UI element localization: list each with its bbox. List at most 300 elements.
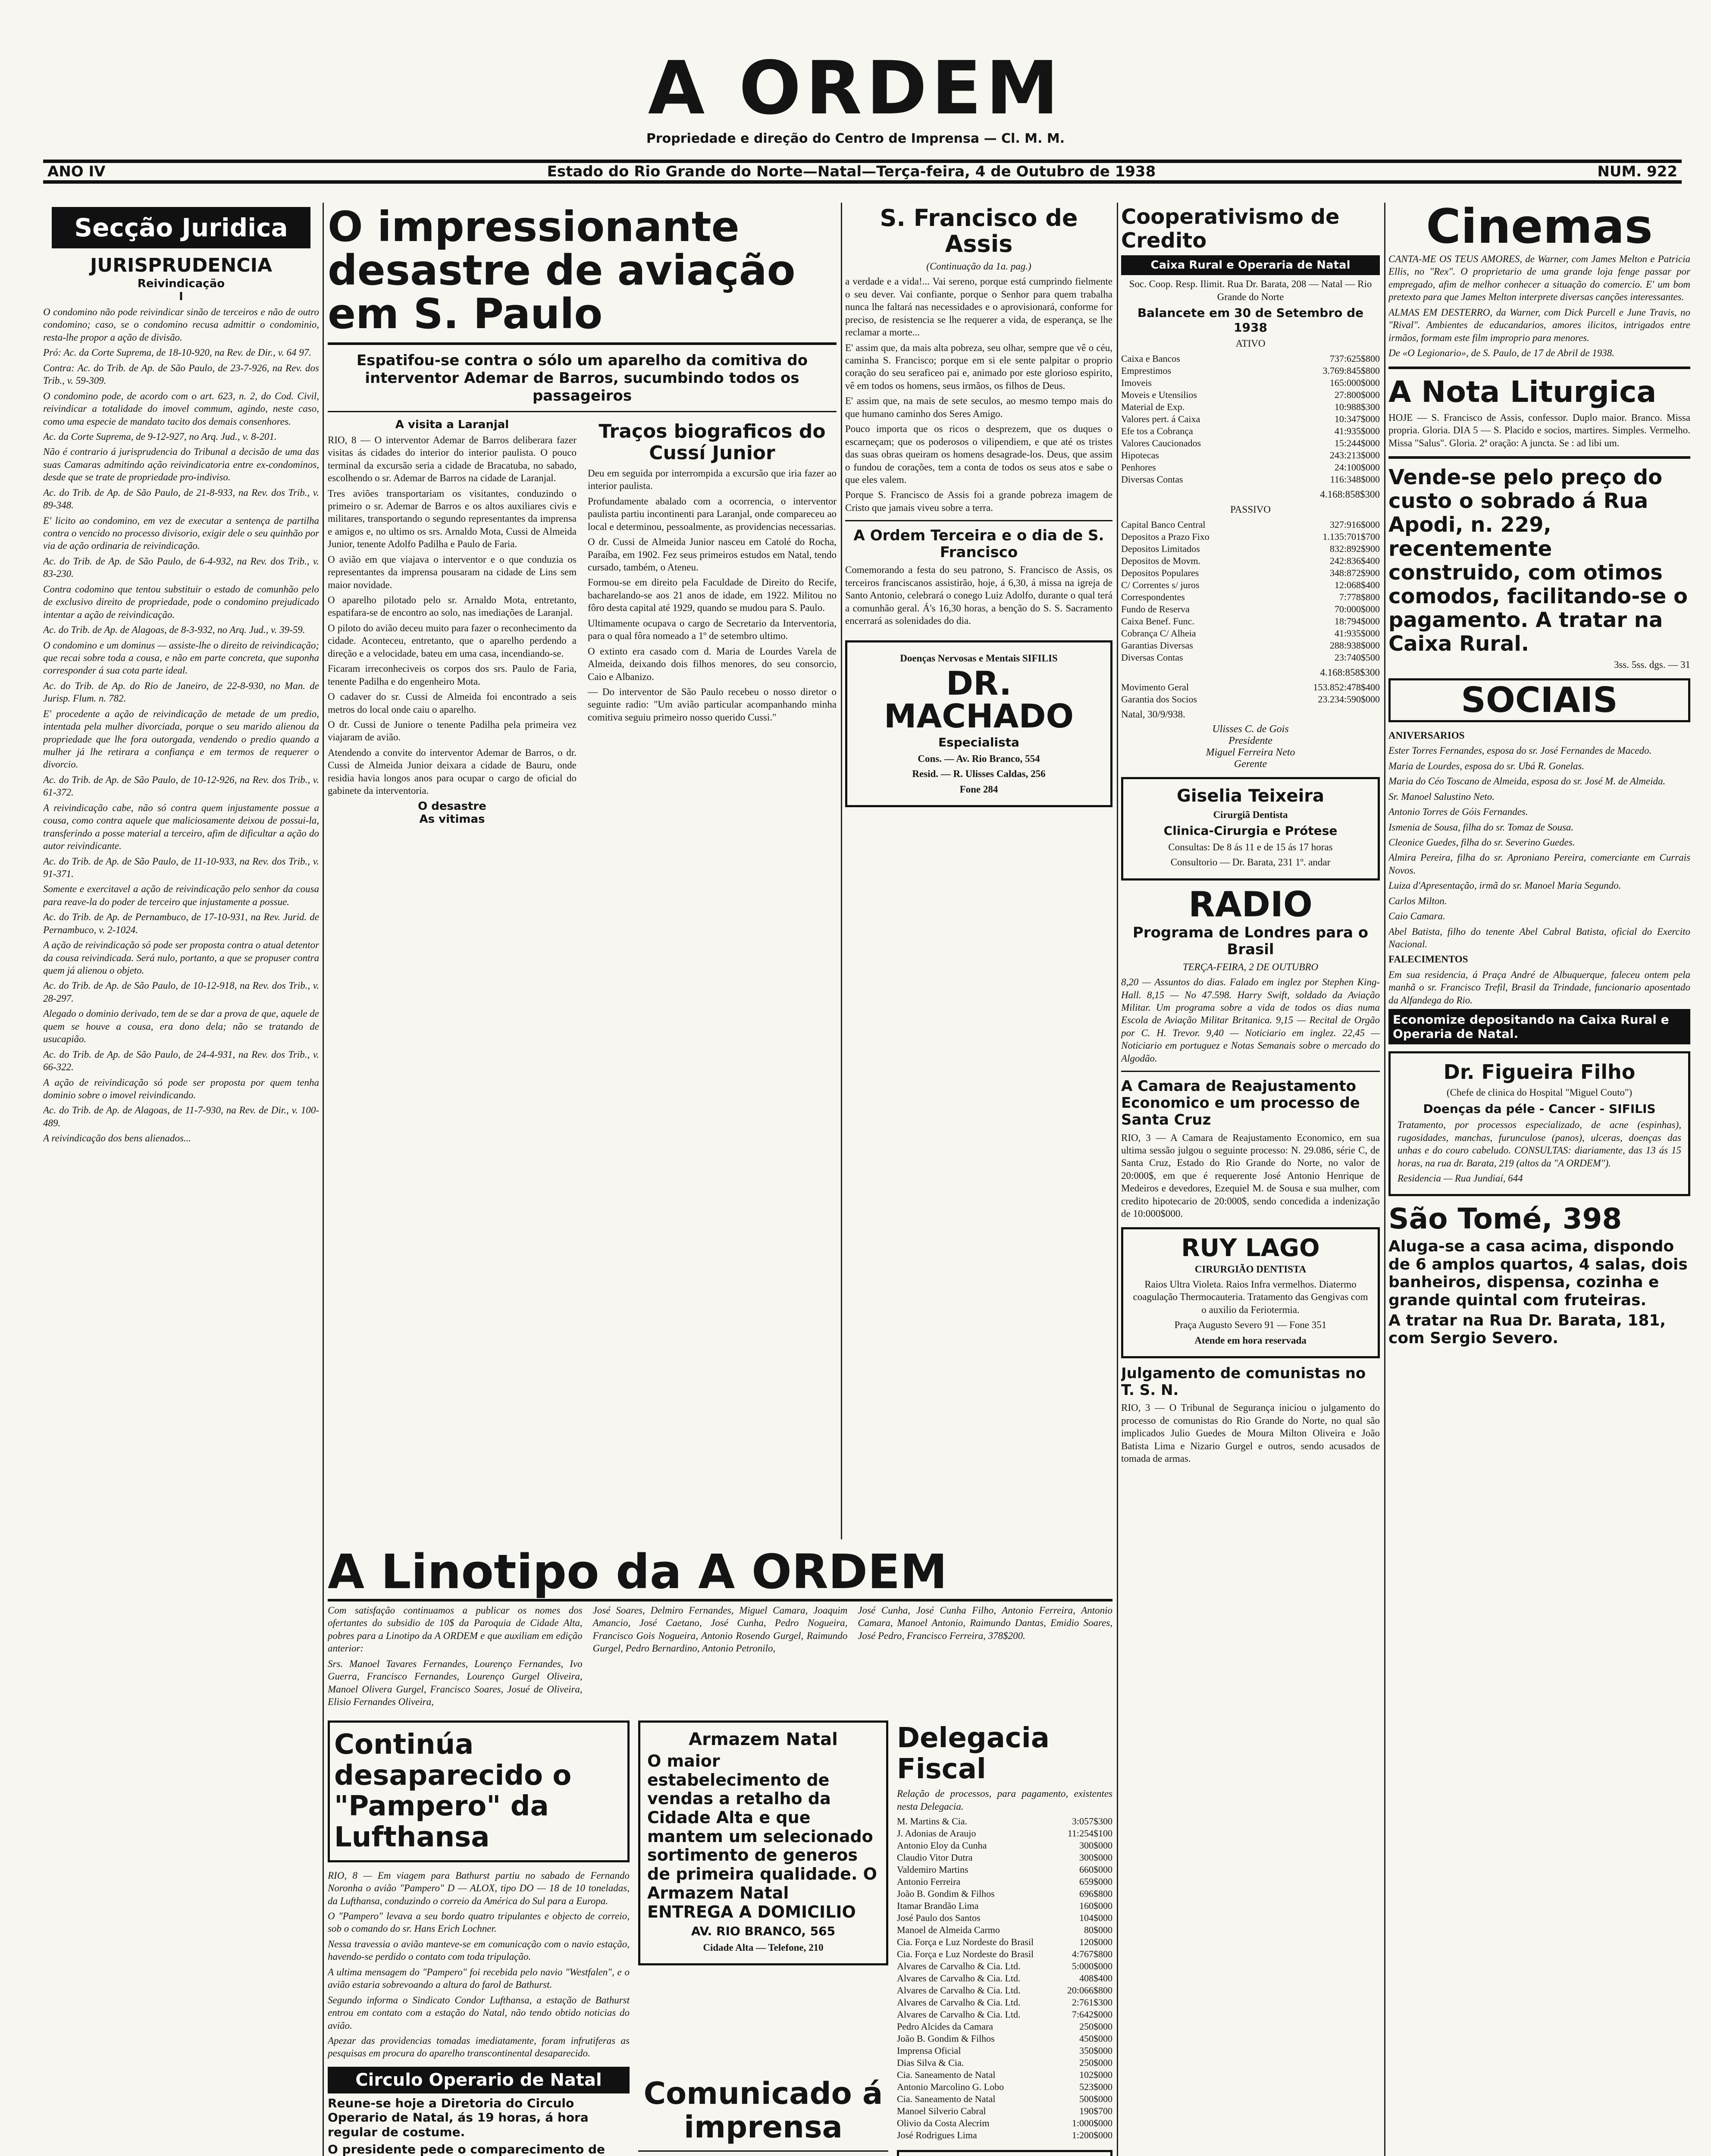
liturgica-headline: A Nota Liturgica xyxy=(1388,375,1657,409)
falecimentos-text: Em sua residencia, á Praça André de Albuquerque, faleceu ontem pela manhã o sr. Francisco Trefil, Brasil da Trindade, funcionario aposentado da Alfandega do Rio. xyxy=(1388,969,1690,1006)
row-label: José Rodrigues Lima xyxy=(897,2130,977,2141)
row-value: 70:000$000 xyxy=(1334,603,1380,614)
row-label: Depositos Populares xyxy=(1121,567,1199,578)
row-value: 190$700 xyxy=(1079,2106,1112,2117)
row-value: 660$000 xyxy=(1079,1864,1112,1875)
delegacia-fiscal xyxy=(897,1720,1112,2156)
julgamento-headline: Julgamento de comunistas no T. S. N. xyxy=(1121,1365,1366,1399)
machado-role: Especialista xyxy=(938,735,1020,750)
row-label: Claudio Vitor Dutra xyxy=(897,1852,973,1863)
machado-cons: Cons. — Av. Rio Branco, 554 xyxy=(918,753,1040,764)
paragraph: Não é contrario á jurisprudencia do Tribunal a decisão de uma das suas Camaras admitindo ação reivindicatoria entre ex-condominos, desde que se trate de propriedade pro-indiviso. xyxy=(43,446,319,483)
machado-resid: Resid. — R. Ulisses Caldas, 256 xyxy=(912,768,1046,780)
table-row xyxy=(1121,567,1380,579)
ordem-terceira-headline: A Ordem Terceira e o dia de S. Francisco xyxy=(853,527,1104,561)
issue-number: NUM. 922 xyxy=(1597,163,1677,180)
row-value: 450$000 xyxy=(1079,2033,1112,2044)
row-label: J. Adonias de Araujo xyxy=(897,1828,976,1839)
camara-headline: A Camara de Reajustamento Economico e um processo de Santa Cruz xyxy=(1121,1078,1360,1129)
lead-deck: Espatifou-se contra o sólo um aparelho da comitiva do interventor Ademar de Barros, sucumbindo todos os passageiros xyxy=(356,352,808,404)
ad-armazem-natal xyxy=(638,1720,888,2065)
table-row xyxy=(897,2117,1112,2129)
row-value: 116:348$000 xyxy=(1330,473,1380,485)
row-value: 696$800 xyxy=(1079,1888,1112,1899)
table-row xyxy=(1121,519,1380,531)
row-value: 18:794$000 xyxy=(1334,615,1380,627)
balance-title: Balancete em 30 de Setembro de 1938 xyxy=(1137,306,1364,335)
paragraph: Carlos Milton. xyxy=(1388,895,1447,906)
table-row xyxy=(897,2057,1112,2069)
figueira-spec: Doenças da péle - Cancer - SIFILIS xyxy=(1423,1101,1656,1116)
date-text: Estado do Rio Grande do Norte—Natal—Terça-feira, 4 de Outubro de 1938 xyxy=(547,163,1156,180)
lead-headline: O impressionante desastre de aviação em S. Paulo xyxy=(328,203,796,338)
row-value: 737:625$800 xyxy=(1329,353,1380,364)
francisco-headline: S. Francisco de Assis xyxy=(880,204,1078,258)
paragraph: O extinto era casado com d. Maria de Lourdes Varela de Almeida, deixando dois filhos menores, do seu consorcio, Caio e Albanizo. xyxy=(588,646,837,682)
linotipo-campaign xyxy=(328,1548,1112,1712)
circulo-headline: Circulo Operario de Natal xyxy=(328,2067,630,2093)
table-row xyxy=(1121,377,1380,389)
armazem-text: O maior estabelecimento de vendas a retalho da Cidade Alta e que mantem um selecionado sortimento de generos de primeira qualidade. O Armazem Natal ENTREGA A DOMICILIO xyxy=(647,1752,877,1921)
row-value: 20:066$800 xyxy=(1067,1985,1112,1996)
row-value: 41:935$000 xyxy=(1334,425,1380,436)
story-sao-francisco xyxy=(845,203,1112,1548)
row-label: Diversas Contas xyxy=(1121,652,1183,663)
row-label: Alvares de Carvalho & Cia. Ltd. xyxy=(897,1973,1021,1984)
paragraph: Segundo informa o Sindicato Condor Lufthansa, a estação de Bathurst entrou em contato com a estação do Natal, não tendo obtido noticias do avião. xyxy=(328,1994,630,2031)
row-label: Cobrança C/ Alheia xyxy=(1121,627,1196,639)
row-value: 1:200$000 xyxy=(1072,2130,1112,2141)
cinemas-text: CANTA-ME OS TEUS AMORES, de Warner, com James Melton e Patricia Ellis, no "Rex". O proprietario de uma grande loja fenge passar por empregado, afim de melhor conhecer a situação do comercio. E' um bom pretexto para que James Melton interprete diversas canções interessantes. xyxy=(1388,254,1690,303)
paragraph: Contra codomino que tentou substituir o estado de comunhão pelo de exclusivo direito de propriedade, pode o condomino prejudicado intentar a ação de reivindicação. xyxy=(43,583,319,620)
row-label: Cia. Força e Luz Nordeste do Brasil xyxy=(897,1949,1034,1960)
armazem-head: Armazem Natal xyxy=(689,1730,838,1749)
lead-left-paragraphs xyxy=(328,434,577,797)
row-value: 23:740$500 xyxy=(1334,652,1380,663)
figueira-sub: (Chefe de clinica do Hospital "Miguel Couto") xyxy=(1446,1087,1633,1098)
paragraph: Ac. da Corte Suprema, de 9-12-927, no Arq. Jud., v. 8-201. xyxy=(43,431,277,442)
table-row xyxy=(1121,603,1380,615)
dateline xyxy=(43,160,1682,184)
paragraph: Ac. do Trib. de Ap. de São Paulo, de 11-10-933, na Rev. dos Trib., v. 91-371. xyxy=(43,856,319,879)
radio-date: TERÇA-FEIRA, 2 DE OUTUBRO xyxy=(1182,961,1319,972)
radio-headline: RADIO xyxy=(1188,884,1313,924)
row-label: Valdemiro Martins xyxy=(897,1864,968,1875)
row-label: Cia. Saneamento de Natal xyxy=(897,2069,996,2081)
table-row xyxy=(897,2021,1112,2033)
table-row xyxy=(1121,627,1380,639)
row-label: Cia. Força e Luz Nordeste do Brasil xyxy=(897,1937,1034,1948)
row-value: 165:000$000 xyxy=(1329,377,1380,388)
ordem-terceira-text: Comemorando a festa do seu patrono, S. Francisco de Assis, os terceiros franciscanos assistirão, hoje, á 6,30, á missa na igreja de Santo Antonio, celebrará o conego Luiz Adolfo, durante o qual terá a comunhão geral. Á's 16,30 horas, a benção do S. S. Sacramento encerrará as solenidades do dia. xyxy=(845,564,1112,627)
table-row xyxy=(897,1984,1112,1996)
table-row xyxy=(1121,449,1380,461)
section-subhead: JURISPRUDENCIA xyxy=(90,254,273,276)
paragraph: Ac. do Trib. de Ap. de São Paulo, de 10-12-926, na Rev. dos Trib., v. 61-372. xyxy=(43,774,319,798)
row-label: Manoel de Almeida Carmo xyxy=(897,1924,1000,1936)
row-label: Moveis e Utensilios xyxy=(1121,389,1197,400)
table-row xyxy=(897,1888,1112,1900)
paragraph: Ac. do Trib. de Ap. do Rio de Janeiro, de 22-8-930, no Man. de Jurisp. Flum. n. 782. xyxy=(43,680,319,704)
pampero-headline: Continúa desaparecido o "Pampero" da Lufthansa xyxy=(334,1729,572,1854)
paragraph: O dr. Cussi de Almeida Junior nasceu em Catolé do Rocha, Paraíba, em 1902. Fez seus primeiros estudos em Natal, tendo cursado, também, o Ateneu. xyxy=(588,536,837,573)
paragraph: O aparelho pilotado pelo sr. Arnaldo Mota, entretanto, espatifara-se de encontro ao solo, nas imediações de Laranjal. xyxy=(328,595,577,618)
table-row xyxy=(1121,389,1380,401)
row-label: Hipotecas xyxy=(1121,449,1159,461)
row-label: Fundo de Reserva xyxy=(1121,603,1190,614)
row-label: Emprestimos xyxy=(1121,365,1172,376)
sociais-headline: SOCIAIS xyxy=(1461,680,1618,720)
machado-top: Doenças Nervosas e Mentais SIFILIS xyxy=(900,652,1058,664)
table-row xyxy=(897,1972,1112,1984)
radio-subhead: Programa de Londres para o Brasil xyxy=(1132,924,1369,958)
row-value: 288:938$000 xyxy=(1329,639,1380,651)
machado-fone: Fone 284 xyxy=(959,783,998,795)
table-row xyxy=(1121,473,1380,486)
figueira-residence: Residencia — Rua Jundiaí, 644 xyxy=(1398,1173,1523,1184)
julgamento-text: RIO, 3 — O Tribunal de Segurança iniciou o julgamento do processo de comunistas do Rio Grande do Norte, no qual são implicados Julio Guedes de Moura Milton Oliveira e João Batista Lima e Nizario Gurgel e outros, sendo acusados de tomada de armas. xyxy=(1121,1402,1380,1464)
table-row xyxy=(1121,353,1380,365)
paragraph: RIO, 8 — O interventor Ademar de Barros deliberara fazer visitas ás cidades do interior do interior paulista. O pouco terminal da excursão seria a cidade de Bracatuba, no sabado, escolhendo o sr. Ademar de Barros na cidade de Laranjal. xyxy=(328,434,577,484)
paragraph: Ac. do Trib. de Ap. de Pernambuco, de 17-10-931, na Rev. Jurid. de Pernambuco, v. 2-1024. xyxy=(43,912,319,935)
table-row xyxy=(897,1815,1112,1827)
saotome-text: Aluga-se a casa acima, dispondo de 6 amplos quartos, 4 salas, dois banheiros, dispensa, cozinha e grande quintal com fruteiras. xyxy=(1388,1238,1688,1309)
row-value: 1.135:701$700 xyxy=(1322,531,1380,542)
signature-1-role: Presidente xyxy=(1228,735,1272,746)
paragraph: A ultima mensagem do "Pampero" foi recebida pelo navio "Westfalen", e o avião estaria sobrevoando a altura do farol de Bathurst. xyxy=(328,1966,630,1990)
paragraph: Formou-se em direito pela Faculdade de Direito do Recife, bacharelando-se aos 21 anos de idade, em 1922. Militou no fôro desta capital até 1929, quando se mudou para S. Paulo. xyxy=(588,577,837,614)
row-label: João B. Gondim & Filhos xyxy=(897,2033,995,2044)
ad-figueira xyxy=(1388,1051,1690,1196)
paragraph: Tres aviões transportariam os visitantes, conduzindo o primeiro o sr. Ademar de Barros e os altos auxiliares civis e militares, transportando o segundo representantes da imprensa e amigos e, no ultimo os srs. Arnaldo Mota, Cussi de Almeida Junior, tenente Adolfo Padilha e Paulo de Faria. xyxy=(328,488,577,550)
paragraph: Ac. do Trib. de Ap. de São Paulo, de 21-8-933, na Rev. dos Trib., v. 89-348. xyxy=(43,487,319,511)
armazem-phone: Cidade Alta — Telefone, 210 xyxy=(703,1942,824,1953)
year-label: ANO IV xyxy=(47,163,106,180)
linotipo-names-right: José Cunha, José Cunha Filho, Antonio Ferreira, Antonio Camara, Manoel Antonio, Raimundo Dantas, Emidio Soares, José Pedro, Francisco Ferreira, 378$200. xyxy=(858,1605,1112,1641)
vende-se-ad: Vende-se pelo preço do custo o sobrado á Rua Apodi, n. 229, recentemente construido, com otimos comodos, facilitando-se o pagamento. A tratar na Caixa Rural. xyxy=(1388,465,1688,656)
table-row xyxy=(897,2009,1112,2021)
pampero-paragraphs xyxy=(328,1869,630,2060)
row-value: 659$000 xyxy=(1079,1876,1112,1887)
falecimentos-label: FALECIMENTOS xyxy=(1388,954,1468,965)
row-label: Alvares de Carvalho & Cia. Ltd. xyxy=(897,2009,1021,2020)
row-value: 24:100$000 xyxy=(1334,461,1380,473)
aniversarios-label: ANIVERSARIOS xyxy=(1388,730,1465,741)
table-row xyxy=(1121,693,1380,705)
row-label: Caixa e Bancos xyxy=(1121,353,1180,364)
row-value: 300$000 xyxy=(1079,1840,1112,1851)
paragraph: Ismenia de Sousa, filha do sr. Tomaz de Sousa. xyxy=(1388,821,1574,833)
table-row xyxy=(897,2093,1112,2105)
table-row xyxy=(1121,555,1380,567)
row-label: Cia. Saneamento de Natal xyxy=(897,2093,996,2105)
table-row xyxy=(897,2045,1112,2057)
paragraph: Contra: Ac. do Trib. de Ap. de São Paulo, de 23-7-926, na Rev. dos Trib., v. 59-309. xyxy=(43,362,319,386)
linotipo-headline: A Linotipo da A ORDEM xyxy=(328,1548,1112,1601)
giselia-spec: Clinica-Cirurgia e Prótese xyxy=(1163,824,1338,838)
lead-right-paragraphs xyxy=(588,467,837,724)
row-label: Movimento Geral xyxy=(1121,682,1189,693)
circulo-text: Reune-se hoje a Diretoria do Circulo Operario de Natal, ás 19 horas, á hora regular de costume. xyxy=(328,2096,589,2139)
table-row xyxy=(1121,543,1380,555)
sociais-list xyxy=(1388,744,1690,950)
paragraph: E' assim que, da mais alta pobreza, seu olhar, sempre que vê o céu, caminha S. Francisco; porque em si ele sente palpitar o proprio coração do seu seraficeo pai e, animado por este glorioso espirito, vê em todos os homens, seus irmãos, os filhos de Deus. xyxy=(845,342,1112,391)
table-row xyxy=(897,1936,1112,1948)
masthead xyxy=(0,46,1711,146)
row-value: 102$000 xyxy=(1079,2069,1112,2081)
ruy-note: Atende em hora reservada xyxy=(1194,1335,1307,1346)
figueira-name: Dr. Figueira Filho xyxy=(1443,1060,1636,1084)
cinemas-credit: De «O Legionario», de S. Paulo, de 17 de Abril de 1938. xyxy=(1388,348,1615,359)
paragraph: Profundamente abalado com a ocorrencia, o interventor paulista partiu incontinenti para Laranjal, onde compareceu ao local e determinou, pessoalmente, as providencias necessarias. xyxy=(588,495,837,532)
column-right xyxy=(1388,203,1690,2156)
coop-subhead-2: Soc. Coop. Resp. Ilimit. Rua Dr. Barata, 208 — Natal — Rio Grande do Norte xyxy=(1129,279,1372,302)
linotipo-names-mid: José Soares, Delmiro Fernandes, Miguel Camara, Joaquim Amancio, José Caetano, José Cunha, Pedro Nogueira, Francisco Gois Nogueira, Antonio Rosendo Gurgel, Raimundo Gurgel, Pedro Bernardino, Antonio Petronilo, xyxy=(592,1605,848,1654)
paragraph: O piloto do avião deceu muito para fazer o reconhecimento da cidade. Aconteceu, entretanto, que o aparelho perdendo a direção e a velocidade, bateu em uma casa, incendiando-se. xyxy=(328,622,577,659)
row-label: Penhores xyxy=(1121,461,1156,473)
masthead-subtitle: Propriedade e direção do Centro de Imprensa — Cl. M. M. xyxy=(646,131,1065,146)
column-rule xyxy=(841,203,842,1539)
paragraph: Sr. Manoel Salustino Neto. xyxy=(1388,791,1495,802)
table-row xyxy=(897,1839,1112,1852)
passivo-table xyxy=(1121,519,1380,664)
row-label: Antonio Marcolino G. Lobo xyxy=(897,2081,1004,2093)
row-label: Olivio da Costa Alecrim xyxy=(897,2118,990,2129)
row-value: 243:213$000 xyxy=(1329,449,1380,461)
row-value: 3.769:845$800 xyxy=(1322,365,1380,376)
radio-text: 8,20 — Assuntos do dias. Falado em inglez por Stephen King-Hall. 8,15 — No 47.598. Harry Swift, soldado da Aviação Militar. Um programa sobre a vida de todos os dias numa Escola de Aviação Militar Britanica. 9,15 — Recital de Orgão por C. H. Trevor. 9,40 — Noticiario em inglez. 22,45 — Noticiario em portuguez e Notas Semanais sobre o mercado do Algodão. xyxy=(1121,977,1380,1064)
ruy-name: RUY LAGO xyxy=(1181,1234,1320,1262)
paragraph: Luiza d'Apresentação, irmã do sr. Manoel Maria Segundo. xyxy=(1388,880,1621,891)
paragraph: Pouco importa que os ricos o desprezem, que os duques o escarneçam; que os poderosos o vilipendiem, e que até os tristes das suas obras queiram os homens desagrade-los. Deus, que assim o fundou de corações, tem a conta de todos os seus atos e sabe o que eles valem. xyxy=(845,423,1112,485)
row-label: Imprensa Oficial xyxy=(897,2045,961,2056)
paragraph: Ester Torres Fernandes, esposa do sr. José Fernandes de Macedo. xyxy=(1388,745,1652,756)
table-row xyxy=(897,1948,1112,1960)
row-value: 160$000 xyxy=(1079,1900,1112,1912)
row-label: Diversas Contas xyxy=(1121,473,1183,485)
natal-date: Natal, 30/9/938. xyxy=(1121,709,1185,720)
paragraph: A ação de reivindicação só pode ser proposta contra o atual detentor da cousa reivindicada. Será nulo, portanto, a que se propuser contra quem já alienou o objeto. xyxy=(43,940,319,976)
table-row xyxy=(1121,531,1380,543)
row-value: 5:000$000 xyxy=(1072,1961,1112,1972)
paragraph: RIO, 8 — Em viagem para Bathurst partiu no sabado de Fernando Noronha o avião "Pampero" D — ALOX, tipo DO — 18 de 10 toneladas, da Lufthansa, conduzindo o correio da América do Sul para a Europa. xyxy=(328,1870,630,1906)
row-value: 3:057$300 xyxy=(1072,1816,1112,1827)
table-row xyxy=(897,2129,1112,2141)
paragraph: Caio Camara. xyxy=(1388,911,1445,922)
table-row xyxy=(1121,461,1380,473)
table-row xyxy=(1121,401,1380,413)
row-value: 80$000 xyxy=(1084,1924,1112,1936)
ad-dr-machado xyxy=(845,640,1112,807)
row-value: 4:767$800 xyxy=(1072,1949,1112,1960)
paragraph: Ficaram irreconheciveis os corpos dos srs. Paulo de Faria, tenente Padilha e do engenheiro Mota. xyxy=(328,663,577,687)
row-value: 327:916$000 xyxy=(1329,519,1380,530)
row-label: Alvares de Carvalho & Cia. Ltd. xyxy=(897,1961,1021,1972)
table-row xyxy=(897,2081,1112,2093)
paragraph: Maria de Lourdes, esposa do sr. Ubá R. Gonelas. xyxy=(1388,760,1585,771)
row-value: 2:761$300 xyxy=(1072,1997,1112,2008)
paragraph: Apezar das providencias tomadas imediatamente, foram infrutiferas as pesquisas em procura do aparelho transcontinental desaparecido. xyxy=(328,2035,630,2059)
table-row xyxy=(1121,591,1380,603)
row-label: M. Martins & Cia. xyxy=(897,1816,968,1827)
table-row xyxy=(897,1996,1112,2009)
table-row xyxy=(897,2069,1112,2081)
row-label: Depositos a Prazo Fixo xyxy=(1121,531,1210,542)
figueira-text: Tratamento, por processos especializado, de acne (espinhas), rugosidades, manchas, furunculose (panos), ulceras, doenças das unhas e do couro cabeludo. CONSULTAS: diariamente, das 13 ás 15 horas, na rua dr. Barata, 219 (altos da "A ORDEM"). xyxy=(1398,1119,1681,1169)
column-cooperativismo xyxy=(1121,203,1380,2156)
passivo-total: 4.168:858$300 xyxy=(1320,667,1380,678)
delegacia-table xyxy=(897,1815,1112,2141)
lead-story xyxy=(328,203,837,1548)
story-pampero xyxy=(328,1720,630,2156)
row-value: 1:000$000 xyxy=(1072,2118,1112,2129)
cinemas-headline: Cinemas xyxy=(1426,203,1653,254)
row-label: João B. Gondim & Filhos xyxy=(897,1888,995,1899)
column-rule xyxy=(323,203,324,2156)
subhead-visita: A visita a Laranjal xyxy=(395,418,509,431)
linotipo-intro: Com satisfação continuamos a publicar os nomes dos ofertantes do subsidio de 10$ da Paroquia de Cidade Alta, pobres para a Linotipo da A ORDEM e que auxiliam em edição anterior: xyxy=(328,1605,583,1654)
row-value: 10:988$300 xyxy=(1334,401,1380,412)
coop-subhead: Caixa Rural e Operaria de Natal xyxy=(1121,255,1380,275)
row-label: Manoel Silverio Cabral xyxy=(897,2106,986,2117)
row-label: Garantia dos Socios xyxy=(1121,694,1197,705)
ativo-table xyxy=(1121,353,1380,486)
paragraph: Atendendo a convite do interventor Ademar de Barros, o dr. Cussi de Almeida Junior deixara a cidade de Bauru, onde residia havia longos anos para ocupar o cargo de oficial do gabinete da interventoria. xyxy=(328,747,577,796)
signature-2-role: Gerente xyxy=(1234,758,1267,770)
camara-text: RIO, 3 — A Camara de Reajustamento Economico, em sua ultima sessão julgou o seguinte processo: N. 29.086, série C, de Santa Cruz, Estado do Rio Grande do Norte, no valor de 20:000$, em que é requerente José Antonio Henrique de Medeiros e devedores, Ezequiel M. de Sousa e sua mulher, com credito hipotecario de 20:000$, sendo concedida a indenização de 10:000$000. xyxy=(1121,1132,1380,1219)
subhead-vitimas: As vitimas xyxy=(419,812,485,826)
row-value: 11:254$100 xyxy=(1067,1828,1112,1839)
paragraph: Maria do Céo Toscano de Almeida, esposa do sr. José M. de Almeida. xyxy=(1388,776,1666,787)
row-value: 15:244$000 xyxy=(1334,437,1380,448)
row-value: 242:836$400 xyxy=(1329,555,1380,566)
story-comunicado xyxy=(638,2074,888,2156)
paragraph: a verdade e a vida!... Vai sereno, porque está cumprindo fielmente o seu dever. Vai confiante, porque o Senhor para quem trabalha nunca lhe faltará nas necessidades e o aprovisionará, conforme for preciso, de resistencia se lhe requerer a vida, de esperança, se lhe reclamar a morte... xyxy=(845,276,1112,338)
column-legal xyxy=(43,203,319,2156)
row-label: Capital Banco Central xyxy=(1121,519,1206,530)
giselia-role: Cirurgiã Dentista xyxy=(1213,809,1288,820)
delegacia-intro: Relação de processos, para pagamento, existentes nesta Delegacia. xyxy=(897,1788,1112,1812)
row-value: 27:800$000 xyxy=(1334,389,1380,400)
paragraph: Almira Pereira, filha do sr. Aproniano Pereira, comerciante em Currais Novos. xyxy=(1388,852,1690,876)
table-row xyxy=(1121,425,1380,437)
paragraph: O avião em que viajava o interventor e o que conduzia os representantes da imprensa pousaram na cidade de Lins sem maior novidade. xyxy=(328,554,577,590)
row-value: 10:347$000 xyxy=(1334,413,1380,424)
table-row xyxy=(897,1924,1112,1936)
column-rule xyxy=(1384,203,1385,2156)
column-rule xyxy=(1117,203,1118,2156)
movimento-table xyxy=(1121,681,1380,705)
table-row xyxy=(897,1912,1112,1924)
paragraph: Ac. do Trib. de Ap. de Alagoas, de 11-7-930, na Rev. de Dir., v. 100-489. xyxy=(43,1105,319,1128)
saotome-tail: A tratar na Rua Dr. Barata, 181, com Sergio Severo. xyxy=(1388,1311,1666,1348)
table-row xyxy=(897,1900,1112,1912)
table-row xyxy=(1121,437,1380,449)
saotome-headline: São Tomé, 398 xyxy=(1388,1202,1622,1236)
armazem-address: AV. RIO BRANCO, 565 xyxy=(691,1924,836,1939)
giselia-hours: Consultas: De 8 ás 11 e de 15 ás 17 horas xyxy=(1168,841,1333,852)
continuation-note: (Continuação da 1a. pag.) xyxy=(926,260,1031,272)
ativo-total: 4.168:858$300 xyxy=(1320,489,1380,500)
row-value: 23.234:590$000 xyxy=(1318,694,1380,705)
table-row xyxy=(897,2105,1112,2117)
paragraph: O cadaver do sr. Cussi de Almeida foi encontrado a seis metros do local onde caiu o aparelho. xyxy=(328,691,577,715)
kicker: Reivindicação xyxy=(137,277,225,290)
table-row xyxy=(1121,639,1380,652)
row-value: 120$000 xyxy=(1079,1937,1112,1948)
paragraph: E' assim que, na mais de sete seculos, ao mesmo tempo mais do que humano caminho dos Seres Amigo. xyxy=(845,395,1112,419)
newspaper-title: A ORDEM xyxy=(648,46,1063,131)
row-value: 832:892$900 xyxy=(1329,543,1380,554)
table-row xyxy=(897,1852,1112,1864)
ad-giselia xyxy=(1121,777,1380,881)
paragraph: A reivindicação dos bens alienados... xyxy=(43,1133,191,1144)
row-label: Itamar Brandão Lima xyxy=(897,1900,979,1912)
paragraph: Alegado o dominio derivado, tem de se dar a prova de que, aquele de quem se houve a cousa, era dono dela; não se tratando de usucapião. xyxy=(43,1008,319,1045)
ruy-address: Praça Augusto Severo 91 — Fone 351 xyxy=(1174,1319,1327,1331)
biography-headline: Traços biograficos do Cussí Junior xyxy=(599,420,826,464)
paragraph: — Do interventor de São Paulo recebeu o nosso diretor o seguinte radio: "Um avião particular acompanhando minha comitiva seguiu primeiro nosso querido Cussi." xyxy=(588,686,837,723)
table-row xyxy=(897,1876,1112,1888)
row-label: Valores pert. á Caixa xyxy=(1121,413,1200,424)
paragraph: E' licito ao condomino, em vez de executar a sentença de partilha contra o vencido no processo divisorio, exigir dele o seu quinhão por via de ação ordinaria de reivindicação. xyxy=(43,515,319,552)
row-value: 523$000 xyxy=(1079,2081,1112,2093)
giselia-name: Giselia Teixeira xyxy=(1177,786,1324,806)
linotipo-names-left: Srs. Manoel Tavares Fernandes, Lourenço Fernandes, Ivo Guerra, Francisco Fernandes, Lourenço Gurgel Oliveira, Manoel Olivera Gurgel, Francisco Soares, Josué de Oliveira, Elisio Fernandes Oliveira, xyxy=(328,1658,583,1708)
row-label: Antonio Eloy da Cunha xyxy=(897,1840,987,1851)
paragraph: Cleonice Guedes, filha do sr. Severino Guedes. xyxy=(1388,837,1575,848)
paragraph: Ac. do Trib. de Ap. de São Paulo, de 10-12-918, na Rev. dos Trib., v. 28-297. xyxy=(43,980,319,1004)
row-label: Depositos Limitados xyxy=(1121,543,1200,554)
row-value: 300$000 xyxy=(1079,1852,1112,1863)
ad-ruy-lago xyxy=(1121,1227,1380,1359)
paragraph: Ac. do Trib. de Ap. de Alagoas, de 8-3-932, no Arq. Jud., v. 39-59. xyxy=(43,624,305,636)
row-label: Alvares de Carvalho & Cia. Ltd. xyxy=(897,1985,1021,1996)
section-heading: Secção Juridica xyxy=(52,207,310,248)
paragraph: Ac. do Trib. de Ap. de São Paulo, de 6-4-932, na Rev. dos Trib., v. 83-230. xyxy=(43,555,319,580)
paragraph: O dr. Cussi de Juniore o tenente Padilha pela primeira vez viajaram de avião. xyxy=(328,719,577,743)
paragraph: Antonio Torres de Góis Fernandes. xyxy=(1388,806,1528,818)
paragraph: A ação de reivindicação só pode ser proposta por quem tenha dominio sobre o imovel reivindicando. xyxy=(43,1077,319,1100)
row-label: Correspondentes xyxy=(1121,591,1185,602)
paragraph: O condomino não pode reivindicar sinão de terceiros e não de outro condomino; caso, se o condomino recusa admittir o condominio, resta-lhe propor a ação de divisão. xyxy=(43,307,319,343)
row-value: 7:778$800 xyxy=(1339,591,1380,602)
table-row xyxy=(1121,615,1380,627)
paragraph: A reivindicação cabe, não só contra quem injustamente possue a cousa, como contra aquele que maliciosamente deixou de possui-la, transferindo a posse material a terceiro, afim de dificultar a ação do autor reivindicante. xyxy=(43,802,319,852)
paragraph: O condomino pode, de acordo com o art. 623, n. 2, do Cod. Civil, reivindicar a totalidade do imovel commum, agindo, neste caso, como uma especie de mandato tacito dos demais consenhores. xyxy=(43,390,319,427)
row-value: 408$400 xyxy=(1079,1973,1112,1984)
liturgica-text: HOJE — S. Francisco de Assis, confessor. Duplo maior. Branco. Missa propria. Gloria. DIA 5 — S. Placido e socios, martires. Simples. Vermelho. Missa "Salus". Gloria. 2ª oração: A juncta. Se : ad libi um. xyxy=(1388,412,1690,448)
row-label: José Paulo dos Santos xyxy=(897,1912,981,1924)
row-label: Material de Exp. xyxy=(1121,401,1185,412)
row-value: 104$000 xyxy=(1079,1912,1112,1924)
paragraph: E' procedente a ação de reivindicação de metade de um predio, intentada pela mulher divorciada, porque o seu marido alienou da propriedade que lhe fora outorgada, vendendo o predio quando a mulher já lhe retirara a confiança e em termos de requerer o divorcio. xyxy=(43,708,319,770)
giselia-address: Consultorio — Dr. Barata, 231 1º. andar xyxy=(1170,857,1331,868)
signature-2: Miguel Ferreira Neto xyxy=(1206,746,1295,758)
table-row xyxy=(897,1864,1112,1876)
paragraph: Pró: Ac. da Corte Suprema, de 18-10-920, na Rev. de Dir., v. 64 97. xyxy=(43,347,311,358)
ativo-label: ATIVO xyxy=(1235,338,1266,349)
paragraph: Porque S. Francisco de Assis foi a grande pobreza imagem de Cristo que jamais viveu sobre a terra. xyxy=(845,489,1112,513)
ruy-role: CIRURGIÃO DENTISTA xyxy=(1194,1263,1307,1275)
row-label: Garantias Diversas xyxy=(1121,639,1193,651)
economize-banner: Economize depositando na Caixa Rural e Operaria de Natal. xyxy=(1388,1009,1690,1044)
paragraph: Ac. do Trib. de Ap. de São Paulo, de 24-4-931, na Rev. dos Trib., v. 66-322. xyxy=(43,1049,319,1073)
row-value: 41:935$000 xyxy=(1334,627,1380,639)
legal-paragraphs xyxy=(43,306,319,1145)
paragraph: O condomino e um dominus — assiste-lhe o direito de reivindicação; que recai sobre toda a cousa, e não em parte concreta, que suponha corresponder á sua cota parte ideal. xyxy=(43,639,319,676)
table-row xyxy=(897,2033,1112,2045)
